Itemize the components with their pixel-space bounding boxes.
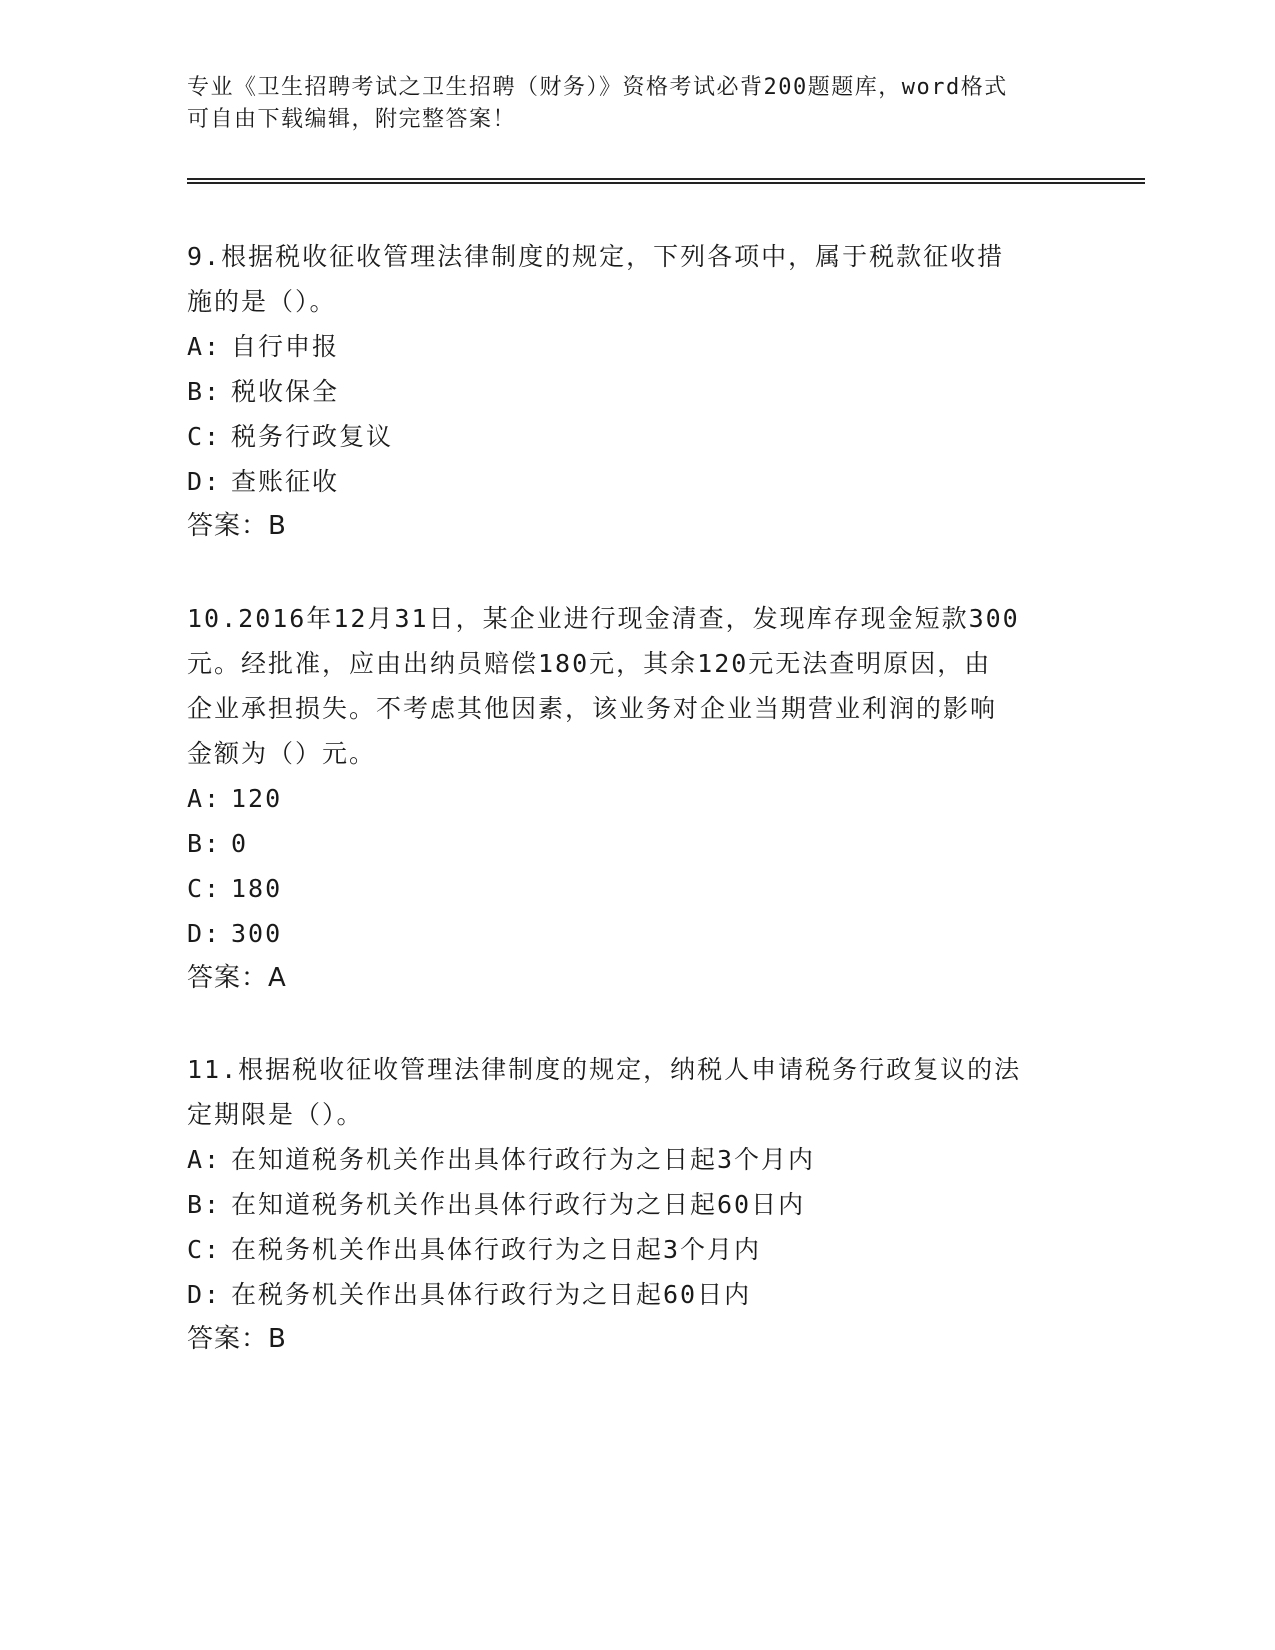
option-text: 查账征收 (231, 467, 340, 496)
option-d (187, 1272, 1087, 1317)
option-d (187, 911, 1087, 956)
option-letter: B: (187, 377, 222, 406)
option-b (187, 1182, 1087, 1227)
option-text: 自行申报 (231, 332, 340, 361)
question-stem-line: 金额为（）元。 (187, 739, 377, 768)
option-letter: C: (187, 874, 222, 903)
option-letter: C: (187, 422, 222, 451)
header-line-1: 专业《卫生招聘考试之卫生招聘（财务）》资格考试必背200题题库，word格式 (187, 75, 1008, 100)
option-text: 税收保全 (231, 377, 340, 406)
question-stem-line: 9.根据税收征收管理法律制度的规定，下列各项中，属于税款征收措 (187, 242, 1005, 271)
option-text: 300 (231, 919, 283, 948)
option-letter: D: (187, 467, 222, 496)
option-a (187, 324, 1087, 369)
answer-line: 答案：B (187, 511, 287, 541)
option-text: 180 (231, 874, 283, 903)
answer-line: 答案：B (187, 1324, 287, 1354)
option-text: 0 (231, 829, 249, 858)
answer-line: 答案：A (187, 963, 287, 993)
option-text: 在知道税务机关作出具体行政行为之日起60日内 (231, 1190, 806, 1219)
question-stem-line: 定期限是（）。 (187, 1100, 364, 1129)
option-text: 在税务机关作出具体行政行为之日起3个月内 (231, 1235, 762, 1264)
option-letter: A: (187, 784, 222, 813)
question-10 (187, 596, 1087, 1001)
option-text: 在知道税务机关作出具体行政行为之日起3个月内 (231, 1145, 816, 1174)
header-line-2: 可自由下载编辑，附完整答案！ (187, 107, 517, 132)
document-header (187, 72, 1087, 136)
option-letter: B: (187, 829, 222, 858)
question-stem-line: 企业承担损失。不考虑其他因素，该业务对企业当期营业利润的影响 (187, 694, 998, 723)
option-c (187, 1227, 1087, 1272)
option-c (187, 414, 1087, 459)
question-stem-line: 11.根据税收征收管理法律制度的规定，纳税人申请税务行政复议的法 (187, 1055, 1022, 1084)
header-divider-bottom (187, 182, 1145, 184)
question-9 (187, 234, 1087, 549)
option-text: 税务行政复议 (231, 422, 394, 451)
option-letter: B: (187, 1190, 222, 1219)
option-text: 120 (231, 784, 283, 813)
option-letter: A: (187, 1145, 222, 1174)
question-stem-line: 10.2016年12月31日，某企业进行现金清查，发现库存现金短款300 (187, 604, 1020, 633)
option-b (187, 821, 1087, 866)
option-letter: D: (187, 919, 222, 948)
question-stem-line: 元。经批准，应由出纳员赔偿180元，其余120元无法查明原因，由 (187, 649, 992, 678)
option-letter: C: (187, 1235, 222, 1264)
option-text: 在税务机关作出具体行政行为之日起60日内 (231, 1280, 752, 1309)
header-divider-top (187, 178, 1145, 180)
option-letter: A: (187, 332, 222, 361)
option-letter: D: (187, 1280, 222, 1309)
option-d (187, 459, 1087, 504)
question-stem-line: 施的是（）。 (187, 287, 337, 316)
option-c (187, 866, 1087, 911)
option-a (187, 1137, 1087, 1182)
option-b (187, 369, 1087, 414)
question-11 (187, 1047, 1087, 1362)
option-a (187, 776, 1087, 821)
